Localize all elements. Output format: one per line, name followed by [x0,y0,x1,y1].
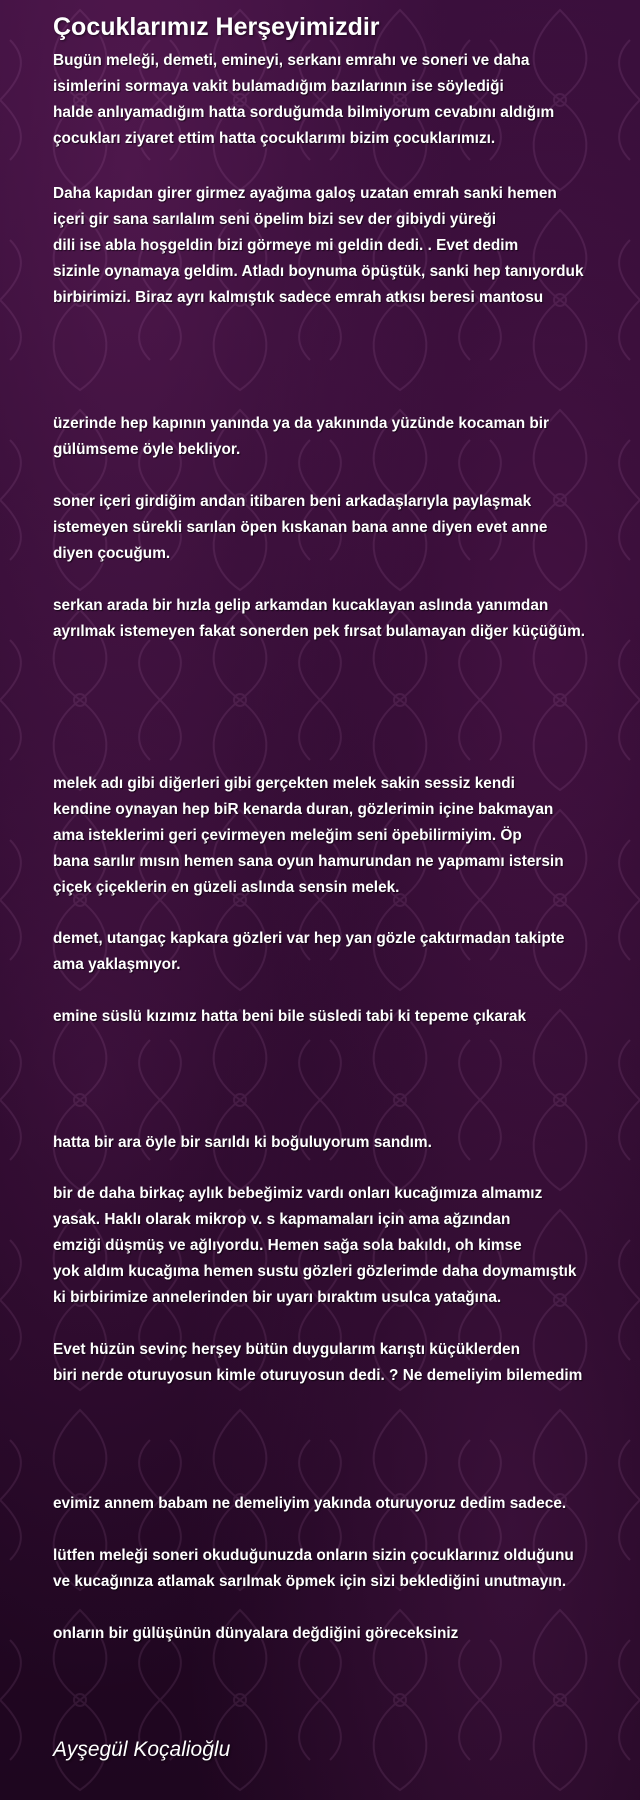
stanza [53,1491,633,1517]
poem-line: onların bir gülüşünün dünyalara değdiğini göreceksiniz [53,1625,459,1642]
stanza [53,593,633,645]
poem-title: Çocuklarımız Herşeyimizdir [53,13,380,41]
poem-line: yok aldım kucağıma hemen sustu gözleri gözlerimde daha doymamıştık [53,1263,577,1280]
poem-line: çocukları ziyaret ettim hatta çocuklarımı bizim çocuklarımızı. [53,130,496,147]
poem-line: istemeyen sürekli sarılan öpen kıskanan bana anne diyen evet anne [53,519,548,536]
poem-line: ama isteklerimi geri çevirmeyen meleğim seni öpebilirmiyim. Öp [53,827,522,844]
poem-line: ki birbirimize annelerinden bir uyarı bıraktım usulca yatağına. [53,1289,502,1306]
poem-line: hatta bir ara öyle bir sarıldı ki boğuluyorum sandım. [53,1134,432,1151]
poem-line: sizinle oynamaya geldim. Atladı boynuma öpüştük, sanki hep tanıyorduk [53,263,584,280]
poem-line: demet, utangaç kapkara gözleri var hep yan gözle çaktırmadan takipte [53,930,565,947]
poem-line: çiçek çiçeklerin en güzeli aslında sensin melek. [53,879,400,896]
poem-line: Daha kapıdan girer girmez ayağıma galoş uzatan emrah sanki hemen [53,185,557,202]
poem-line: ayrılmak istemeyen fakat sonerden pek fırsat bulamayan diğer küçüğüm. [53,623,586,640]
stanza [53,1130,633,1156]
poem-line: biri nerde oturuyosun kimle oturuyosun dedi. ? Ne demeliyim bilemedim [53,1367,583,1384]
stanza [53,1181,633,1311]
poem-line: lütfen meleği soneri okuduğunuzda onların sizin çocuklarınız olduğunu [53,1547,574,1564]
poem-line: birbirimizi. Biraz ayrı kalmıştık sadece emrah atkısı beresi mantosu [53,289,544,306]
stanza [53,1543,633,1595]
poem-line: ama yaklaşmıyor. [53,956,181,973]
poem-line: ve kucağınıza atlamak sarılmak öpmek için sizi beklediğini unutmayın. [53,1573,567,1590]
stanza [53,771,633,901]
stanza [53,411,633,463]
poem-line: içeri gir sana sarılalım seni öpelim bizi sev der gibiydi yüreği [53,211,497,228]
stanza [53,489,633,567]
poem-line: soner içeri girdiğim andan itibaren beni arkadaşlarıyla paylaşmak [53,493,532,510]
poem-line: dili ise abla hoşgeldin bizi görmeye mi geldin dedi. . Evet dedim [53,237,519,254]
poem-line: kendine oynayan hep biR kenarda duran, gözlerimin içine bakmayan [53,801,554,818]
poem-line: emine süslü kızımız hatta beni bile süsledi tabi ki tepeme çıkarak [53,1008,527,1025]
poem-author: Ayşegül Koçalioğlu [53,1738,231,1761]
poem-line: diyen çocuğum. [53,545,171,562]
poem-line: bana sarılır mısın hemen sana oyun hamurundan ne yapmamı istersin [53,853,564,870]
stanza [53,1004,633,1030]
poem-line: gülümseme öyle bekliyor. [53,441,241,458]
poem-line: serkan arada bir hızla gelip arkamdan kucaklayan aslında yanımdan [53,597,549,614]
poem-line: emziği düşmüş ve ağlıyordu. Hemen sağa sola bakıldı, oh kimse [53,1237,522,1254]
stanza [53,48,633,152]
stanza [53,181,633,311]
stanza [53,926,633,978]
stanza [53,1337,633,1389]
poem-line: evimiz annem babam ne demeliyim yakında oturuyoruz dedim sadece. [53,1495,567,1512]
poem-line: Bugün meleği, demeti, emineyi, serkanı emrahı ve soneri ve daha [53,52,530,69]
poem-line: isimlerini sormaya vakit bulamadığım bazılarının ise söylediği [53,78,504,95]
stanza [53,1621,633,1647]
poem-line: halde anlıyamadığım hatta sorduğumda bilmiyorum cevabını aldığım [53,104,555,121]
poem-line: Evet hüzün sevinç herşey bütün duygularım karıştı küçüklerden [53,1341,520,1358]
poem-line: yasak. Haklı olarak mikrop v. s kapmamaları için ama ağzından [53,1211,511,1228]
poem-line: üzerinde hep kapının yanında ya da yakınında yüzünde kocaman bir [53,415,550,432]
poem-line: melek adı gibi diğerleri gibi gerçekten melek sakin sessiz kendi [53,775,515,792]
poem-line: bir de daha birkaç aylık bebeğimiz vardı onları kucağımıza almamız [53,1185,543,1202]
